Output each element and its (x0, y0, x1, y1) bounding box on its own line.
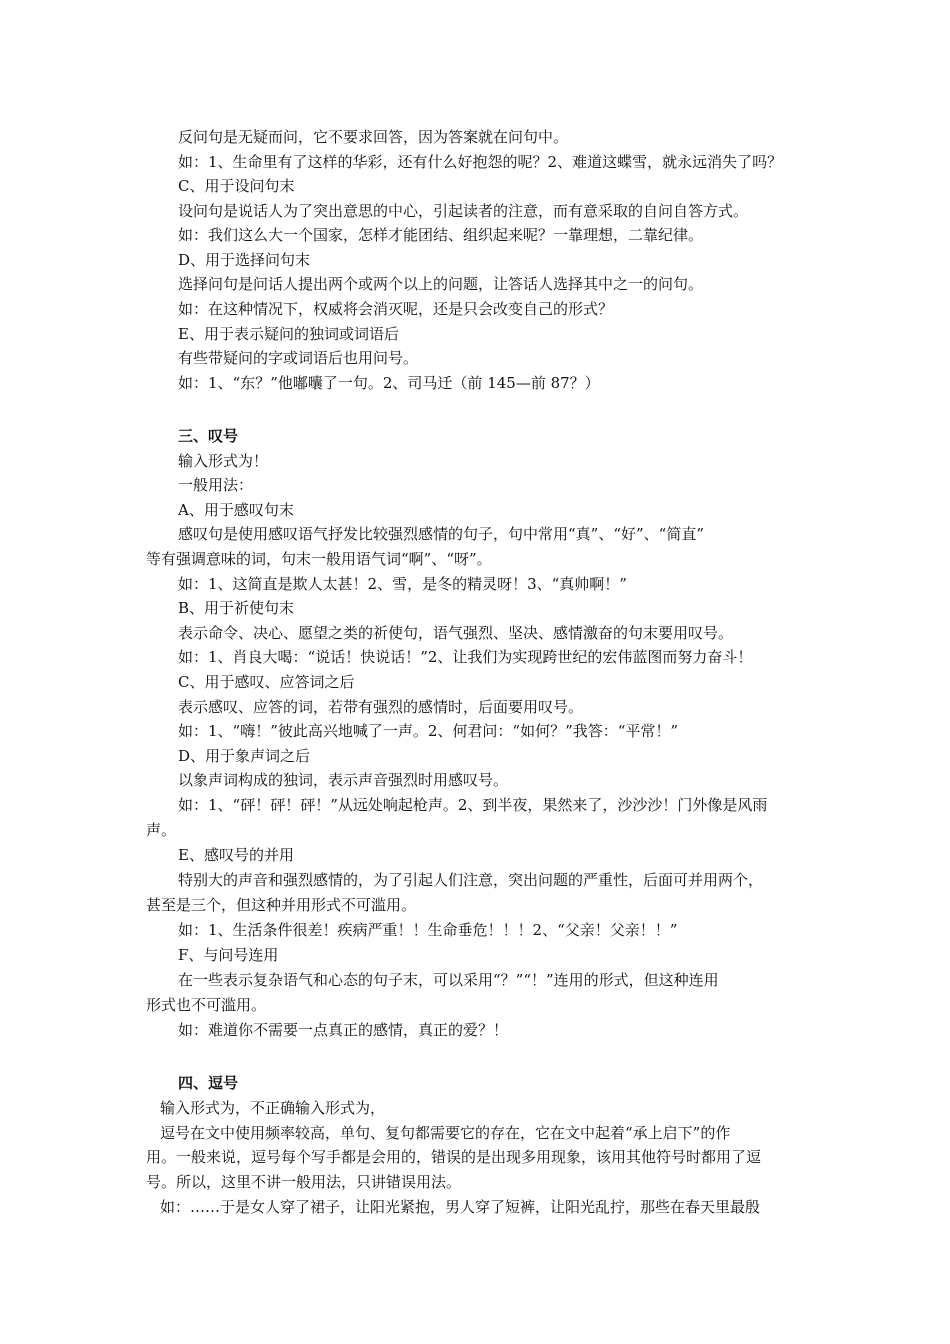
text-line: 表示感叹、应答的词，若带有强烈的感情时，后面要用叹号。 (178, 698, 584, 716)
subheading: E、感叹号的并用 (178, 846, 294, 864)
text-line: 有些带疑问的字或词语后也用问号。 (178, 349, 419, 367)
text-line: 如：1、生命里有了这样的华彩，还有什么好抱怨的呢？2、难道这蝶雪，就永远消失了吗？ (178, 153, 783, 171)
subheading: F、与问号连用 (178, 946, 279, 964)
text-line: 如：1、“砰！砰！砰！”从远处响起枪声。2、到半夜，果然来了，沙沙沙！门外像是风雨 (178, 796, 768, 814)
text-line: 输入形式为！ (178, 452, 269, 470)
section-heading-exclamation: 三、叹号 (178, 427, 239, 445)
text-line: 等有强调意味的词，句末一般用语气词“啊”、“呀”。 (146, 550, 492, 568)
text-line: 以象声词构成的独词，表示声音强烈时用感叹号。 (178, 771, 509, 789)
text-line: 一般用法： (178, 476, 254, 494)
text-line: 形式也不可滥用。 (146, 996, 267, 1014)
text-line: 感叹句是使用感叹语气抒发比较强烈感情的句子，句中常用“真”、“好”、“简直” (178, 525, 705, 543)
text-line: 声。 (146, 821, 177, 839)
subheading: C、用于设问句末 (178, 177, 295, 195)
text-line: 逗号在文中使用频率较高，单句、复句都需要它的存在，它在文中起着“承上启下”的作 (160, 1124, 731, 1142)
text-line: 号。所以，这里不讲一般用法，只讲错误用法。 (146, 1173, 462, 1191)
subheading: E、用于表示疑问的独词或词语后 (178, 325, 399, 343)
text-line: 选择问句是问话人提出两个或两个以上的问题，让答话人选择其中之一的问句。 (178, 275, 704, 293)
text-line: 输入形式为，不正确输入形式为， (160, 1099, 386, 1117)
subheading: A、用于感叹句末 (178, 501, 294, 519)
subheading: D、用于象声词之后 (178, 747, 311, 765)
text-line: 特别大的声音和强烈感情的，为了引起人们注意，突出问题的严重性，后面可并用两个， (178, 871, 764, 889)
text-line: 如：1、生活条件很差！疾病严重！！生命垂危！！！2、“父亲！父亲！！” (178, 921, 678, 939)
text-line: 如：在这种情况下，权威将会消灭呢，还是只会改变自己的形式？ (178, 300, 614, 318)
text-line: 如：我们这么大一个国家，怎样才能团结、组织起来呢？一靠理想，二靠纪律。 (178, 226, 704, 244)
text-line: 甚至是三个，但这种并用形式不可滥用。 (146, 896, 417, 914)
text-line: 设问句是说话人为了突出意思的中心，引起读者的注意，而有意采取的自问自答方式。 (178, 202, 749, 220)
text-line: 如：难道你不需要一点真正的感情，真正的爱？！ (178, 1021, 509, 1039)
text-line: 用。一般来说，逗号每个写手都是会用的，错误的是出现多用现象，该用其他符号时都用了逗 (146, 1148, 762, 1166)
text-line: 在一些表示复杂语气和心态的句子末，可以采用“？”“！”连用的形式，但这种连用 (178, 971, 719, 989)
text-line: 如：1、肖良大喝：“说话！快说话！”2、让我们为实现跨世纪的宏伟蓝图而努力奋斗！ (178, 648, 753, 666)
text-line: 反问句是无疑而问，它不要求回答，因为答案就在问句中。 (178, 128, 569, 146)
subheading: D、用于选择问句末 (178, 251, 311, 269)
text-line: 如：……于是女人穿了裙子，让阳光紧抱，男人穿了短裤，让阳光乱拧，那些在春天里最殷 (160, 1198, 761, 1216)
text-line: 如：1、“嗨！”彼此高兴地喊了一声。2、何君问：“如何？”我答：“平常！” (178, 722, 679, 740)
section-heading-comma: 四、逗号 (178, 1074, 239, 1092)
subheading: B、用于祈使句末 (178, 599, 295, 617)
text-line: 如：1、这简直是欺人太甚！2、雪，是冬的精灵呀！3、“真帅啊！” (178, 575, 627, 593)
text-line: 如：1、“东？”他嘟囔了一句。2、司马迁（前 145—前 87？） (178, 374, 600, 392)
subheading: C、用于感叹、应答词之后 (178, 673, 355, 691)
text-line: 表示命令、决心、愿望之类的祈使句，语气强烈、坚决、感情激奋的句末要用叹号。 (178, 624, 734, 642)
